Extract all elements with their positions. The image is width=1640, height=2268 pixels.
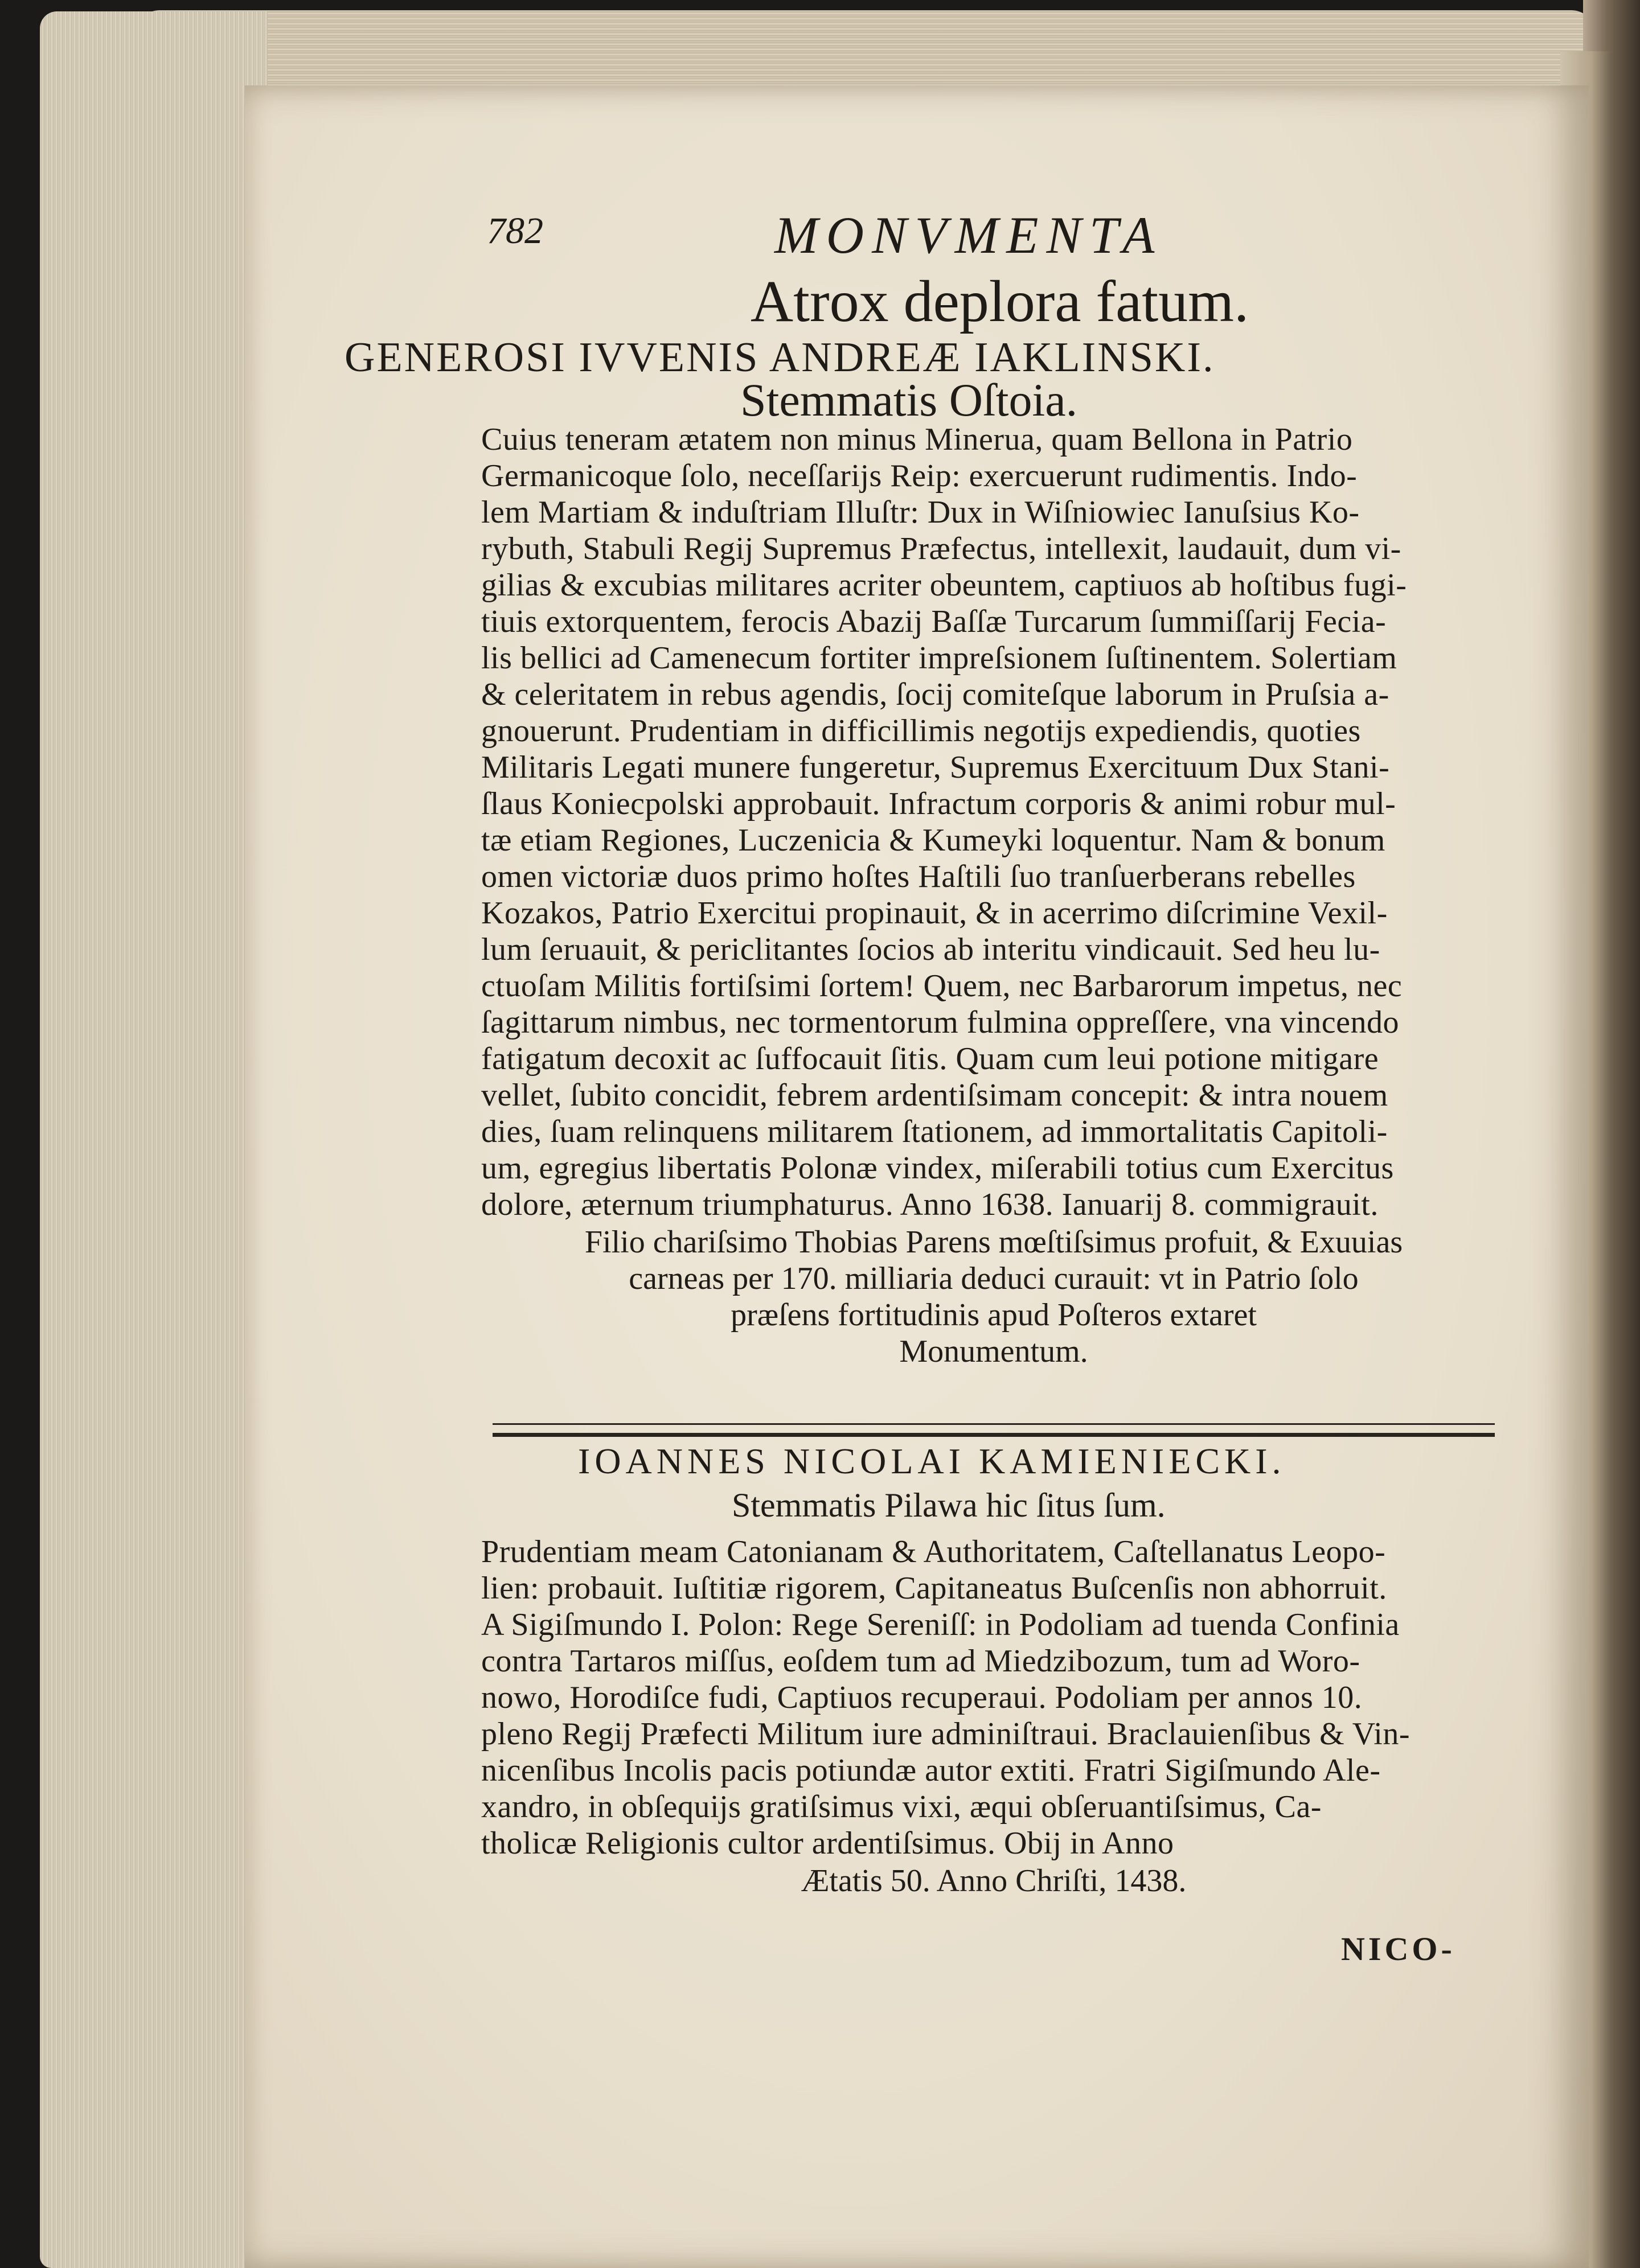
epitaph-1-text-line: ctuoſam Militis fortiſsimi ſortem! Quem, nec Barbarorum impetus, nec	[481, 968, 1403, 1004]
epitaph-2-closing-line: Ætatis 50. Anno Chriſti, 1438.	[801, 1863, 1187, 1899]
epitaph-1-text-line: lem Martiam & induſtriam Illuſtr: Dux in Wiſniowiec Ianuſsius Ko-	[481, 495, 1360, 530]
catchword: NICO-	[1341, 1930, 1456, 1967]
epitaph-2-text-line: lien: probauit. Iuſtitiæ rigorem, Capitaneatus Buſcenſis non abhorruit.	[481, 1571, 1387, 1606]
epitaph-1-text-line: tiuis extorquentem, ferocis Abazij Baſſæ Turcarum ſummiſſarij Fecia-	[481, 604, 1387, 639]
epitaph-1-text-line: ſagittarum nimbus, nec tormentorum fulmina oppreſſere, vna vincendo	[481, 1005, 1399, 1040]
epitaph-1-text-line: vellet, ſubito concidit, febrem ardentiſsimam concepit: & intra nouem	[481, 1078, 1388, 1113]
epitaph-2-coat-of-arms: Stemmatis Pilawa hic ſitus ſum.	[732, 1486, 1166, 1524]
epitaph-1-dedication-line: Monumentum.	[899, 1334, 1088, 1369]
epitaph-2-text-line: tholicæ Religionis cultor ardentiſsimus. Obij in Anno	[481, 1826, 1174, 1861]
epitaph-1-dedication-line: præſens fortitudinis apud Poſteros extaret	[731, 1297, 1257, 1333]
epitaph-2-text-line: A Sigiſmundo I. Polon: Rege Sereniſſ: in Podoliam ad tuenda Confinia	[481, 1607, 1400, 1642]
epitaph-1-text-line: lis bellici ad Camenecum fortiter impreſsionem ſuſtinentem. Solertiam	[481, 640, 1397, 676]
epitaph-1-text-line: gnouerunt. Prudentiam in difficillimis negotijs expediendis, quoties	[481, 713, 1361, 749]
epitaph-1-dedication-line: Filio chariſsimo Thobias Parens mœſtiſsimus profuit, & Exuuias	[584, 1225, 1403, 1260]
epitaph-2-text-line: nowo, Horodiſce fudi, Captiuos recuperaui. Podoliam per annos 10.	[481, 1680, 1363, 1715]
page-number: 782	[487, 210, 543, 252]
epitaph-1-text-line: ſlaus Koniecpolski approbauit. Infractum corporis & animi robur mul-	[481, 786, 1396, 821]
epitaph-2-subject-name: IOANNES NICOLAI KAMIENIECKI.	[578, 1441, 1286, 1481]
section-divider-rule	[493, 1423, 1495, 1437]
epitaph-1-text-line: rybuth, Stabuli Regij Supremus Præfectus, intellexit, laudauit, dum vi-	[481, 531, 1401, 566]
epitaph-1-text-line: dolore, æternum triumphaturus. Anno 1638. Ianuarij 8. commigrauit.	[481, 1187, 1379, 1222]
epitaph-1-text-line: um, egregius libertatis Polonæ vindex, miſerabili totius cum Exercitus	[481, 1151, 1394, 1186]
epitaph-2-text-line: xandro, in obſequijs gratiſsimus vixi, æqui obſeruantiſsimus, Ca-	[481, 1789, 1322, 1825]
epitaph-title: Atrox deplora fatum.	[751, 269, 1249, 334]
epitaph-1-text-line: tæ etiam Regiones, Luczenicia & Kumeyki loquentur. Nam & bonum	[481, 823, 1385, 858]
epitaph-2-text-line: pleno Regij Præfecti Militum iure adminiſtraui. Braclauienſibus & Vin-	[481, 1716, 1410, 1752]
epitaph-2-text-line: nicenſibus Incolis pacis potiundæ autor extiti. Fratri Sigiſmundo Ale-	[481, 1753, 1381, 1788]
epitaph-1-text-line: Cuius teneram ætatem non minus Minerua, quam Bellona in Patrio	[481, 422, 1353, 457]
epitaph-1-text-line: Militaris Legati munere fungeretur, Supremus Exercituum Dux Stani-	[481, 750, 1390, 785]
epitaph-1-text-line: gilias & excubias militares acriter obeuntem, captiuos ab hoſtibus fugi-	[481, 568, 1407, 603]
epitaph-2-text-line: Prudentiam meam Catonianam & Authoritatem, Caſtellanatus Leopo-	[481, 1534, 1386, 1569]
epitaph-coat-of-arms: Stemmatis Oſtoia.	[740, 374, 1078, 426]
running-head: MONVMENTA	[774, 206, 1163, 264]
epitaph-1-text-line: dies, ſuam relinquens militarem ſtationem, ad immortalitatis Capitoli-	[481, 1114, 1388, 1149]
epitaph-1-dedication-line: carneas per 170. milliaria deduci curauit: vt in Patrio ſolo	[629, 1261, 1359, 1296]
epitaph-1-text-line: & celeritatem in rebus agendis, ſocij comiteſque laborum in Pruſsia a-	[481, 677, 1389, 712]
epitaph-2-text-line: contra Tartaros miſſus, eoſdem tum ad Miedzibozum, tum ad Woro-	[481, 1644, 1360, 1679]
epitaph-subject-name: GENEROSI IVVENIS ANDREÆ IAKLINSKI.	[345, 334, 1215, 381]
epitaph-1-text-line: Germanicoque ſolo, neceſſarijs Reip: exercuerunt rudimentis. Indo-	[481, 458, 1358, 494]
epitaph-1-text-line: fatigatum decoxit ac ſuffocauit ſitis. Quam cum leui potione mitigare	[481, 1041, 1379, 1077]
epitaph-1-text-line: Kozakos, Patrio Exercitui propinauit, & in acerrimo diſcrimine Vexil-	[481, 895, 1388, 931]
epitaph-1-text-line: lum ſeruauit, & periclitantes ſocios ab interitu vindicauit. Sed heu lu-	[481, 932, 1380, 967]
page-edges-left	[40, 11, 268, 2268]
epitaph-1-text-line: omen victoriæ duos primo hoſtes Haſtili ſuo tranſuerberans rebelles	[481, 859, 1356, 894]
